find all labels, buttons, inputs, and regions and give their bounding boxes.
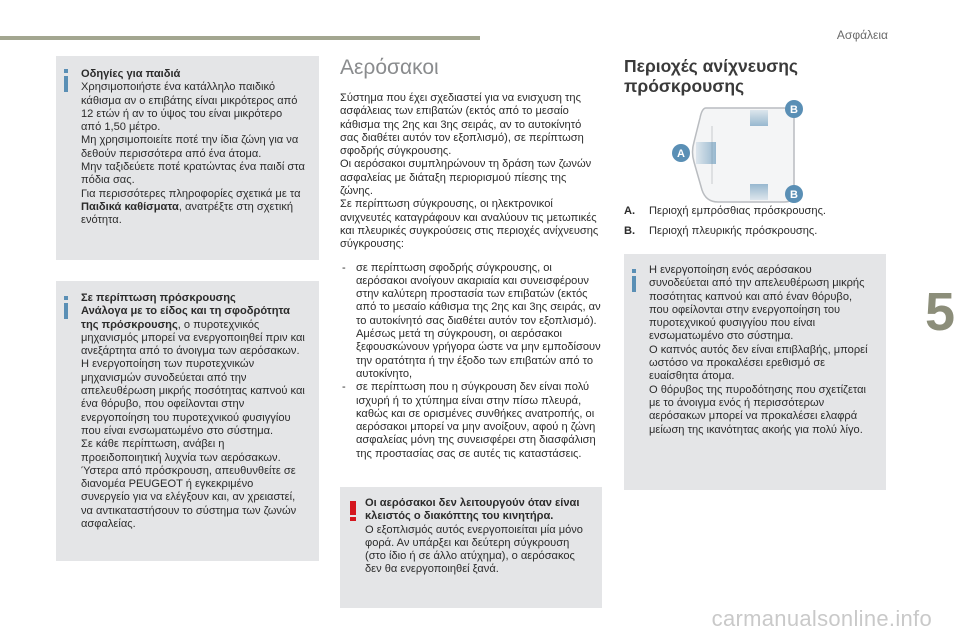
chapter-tab bbox=[920, 258, 960, 366]
child-seats-link[interactable]: Παιδικά καθίσματα bbox=[81, 200, 179, 213]
warning-title: Οι αερόσακοι δεν λειτουργούν όταν είναι κλειστός ο διακόπτης του κινητήρα. bbox=[365, 497, 580, 523]
child-info-box bbox=[56, 56, 319, 260]
collision-info-box bbox=[56, 281, 319, 561]
warning-icon bbox=[350, 501, 356, 521]
zone-a-marker bbox=[672, 144, 690, 162]
airbags-section bbox=[340, 56, 602, 461]
child-info-tail: , ανατρέξτε στη σχετική ενότητα. bbox=[81, 200, 294, 227]
header-rule bbox=[0, 36, 480, 40]
zones-section bbox=[624, 56, 886, 96]
legend-key: B. bbox=[624, 225, 636, 238]
side-zone-bottom bbox=[750, 184, 768, 200]
collision-title: Σε περίπτωση πρόσκρουσης bbox=[81, 292, 236, 304]
info-icon bbox=[64, 303, 68, 319]
zone-b-marker-top bbox=[785, 100, 803, 118]
zone-b-marker-bottom bbox=[785, 185, 803, 203]
child-info-title: Οδηγίες για παιδιά bbox=[81, 68, 181, 80]
side-zone-top bbox=[750, 110, 768, 126]
airbags-list bbox=[340, 262, 602, 461]
smoke-info-box bbox=[624, 254, 886, 490]
warning-body: Ο εξοπλισμός αυτός ενεργοποιείται μία μόνο φορά. Αν υπάρξει και δεύτερη σύγκρουση (στο ίδιο ή σε άλλο ατύχημα), ο αερόσακος δεν θα ενεργοποιηθεί ξανά. bbox=[365, 523, 583, 576]
front-zone bbox=[696, 142, 716, 164]
section-title: Ασφάλεια bbox=[836, 28, 888, 42]
info-icon bbox=[632, 276, 636, 292]
airbags-heading: Αερόσακοι bbox=[340, 56, 439, 79]
legend-item bbox=[624, 225, 886, 238]
list-item: - σε περίπτωση σφοδρής σύγκρουσης, οι αερόσακοι ανοίγουν ακαριαία και συνεισφέρουν στην καλύτερη προστασία των επιβατών (εκτός από το μεσαίο κάθισμα της 2ης και 3ης σειράς, αν το αυτοκίνητό σας διαθέτει αυτόν τον εξοπλισμό). Αμέσως μετά τη σύγκρουση, οι αερόσακοι ξεφουσκώνουν γρήγορα ώστε να μην εμποδίσουν την ορατότητα ή την έξοδο των επιβατών από το αυτοκίνητο, bbox=[340, 262, 602, 382]
info-icon bbox=[64, 76, 68, 92]
smoke-info-body: Η ενεργοποίηση ενός αερόσακου συνοδεύεται από την απελευθέρωση μικρής ποσότητας καπνού και από έναν θόρυβο, που οφείλονται στην ενεργοποίηση του πυροτεχνικού φυσιγγίου που είναι ενσωματωμένο στο σύστημα. Ο καπνός αυτός δεν είναι επιβλαβής, μπορεί ωστόσο να προκαλέσει ερεθισμό σε ευαίσθητα άτομα. Ο θόρυβος της πυροδότησης που σχετίζεται με το άνοιγμα ενός ή περισσότερων αερόσακων μπορεί να προκαλέσει ελαφρά μείωση της ικανότητας ακοής για πολύ λίγο. bbox=[649, 264, 868, 436]
chapter-number: 5 bbox=[924, 282, 956, 342]
watermark: carmanualsonline.info bbox=[711, 606, 932, 631]
collision-body: , ο πυροτεχνικός μηχανισμός μπορεί να ενεργοποιηθεί πριν και ανεξάρτητα από το άνοιγμα των αερόσακων. Η ενεργοποίηση των πυροτεχνικών μηχανισμών συνοδεύεται από την απελευθέρωση μικρής ποσότητας καπνού και ένα θόρυβο, που οφείλονται στην ενεργοποίηση του πυροτεχνικού φυσιγγίου που είναι ενσωματωμένο στο σύστημα. Σε κάθε περίπτωση, ανάβει η προειδοποιητική λυχνία των αερόσακων. Ύστερα από πρόσκρουση, απευθυνθείτε σε διανομέα PEUGEOT ή εγκεκριμένο συνεργείο για να ελέγξουν και, αν χρειαστεί, να αντικαταστήσουν το σύστημα των ζωνών ασφαλείας. bbox=[81, 318, 305, 531]
zones-legend bbox=[624, 205, 886, 246]
zones-heading: Περιοχές ανίχνευσης πρόσκρουσης bbox=[624, 56, 799, 96]
zone-a-label: A bbox=[677, 148, 685, 160]
legend-item bbox=[624, 205, 886, 218]
collision-lead: Ανάλογα με το είδος και τη σφοδρότητα της πρόσκρουσης bbox=[81, 305, 290, 331]
warning-box bbox=[340, 487, 602, 608]
impact-zones-diagram bbox=[666, 100, 814, 205]
zone-b-label: B bbox=[790, 189, 798, 201]
airbags-intro: Σύστημα που έχει σχεδιαστεί για να ενισχυση της ασφάλειας των επιβατών (εκτός από το μεσαίο κάθισμα της 2ης και 3ης σειράς, αν το αυτοκίνητό σας διαθέτει αυτόν τον εξοπλισμό), σε περίπτωση σφοδρής σύγκρουσης. Οι αερόσακοι συμπληρώνουν τη δράση των ζωνών ασφαλείας με διάταξη περιορισμού πίεσης της ζώνης. Σε περίπτωση σύγκρουσης, οι ηλεκτρονικοί ανιχνευτές καταγράφουν και αναλύουν τις μετωπικές και πλευρικές συγκρούσεις στις περιοχές ανίχνευσης σύγκρουσης: bbox=[340, 92, 599, 251]
legend-text: Περιοχή πλευρικής πρόσκρουσης. bbox=[649, 225, 818, 238]
child-info-body: Χρησιμοποιήστε ένα κατάλληλο παιδικό κάθισμα αν ο επιβάτης είναι μικρότερος από 12 ετών ή αν το ύψος του είναι μικρότερο από 1,50 μέτρο. Μη χρησιμοποιείτε ποτέ την ίδια ζώνη για να δεθούν περισσότερα από ένα άτομα. Μην ταξιδεύετε ποτέ κρατώντας ένα παιδί στα πόδια σας. Για περισσότερες πληροφορίες σχετικά με τα bbox=[81, 81, 305, 200]
legend-text: Περιοχή εμπρόσθιας πρόσκρουσης. bbox=[649, 205, 826, 217]
list-item: - σε περίπτωση που η σύγκρουση δεν είναι πολύ ισχυρή ή το χτύπημα είναι στην πίσω πλευρά, καθώς και σε ορισμένες συνθήκες ανατροπής, οι αερόσακοι μπορεί να μην ανοίξουν, αφού η ζώνη ασφαλείας μόνη της συνεισφέρει στη διασφάλιση της προστασίας σας σε αυτές τις καταστάσεις. bbox=[340, 381, 602, 461]
legend-key: A. bbox=[624, 205, 636, 217]
zone-b-label: B bbox=[790, 104, 798, 116]
